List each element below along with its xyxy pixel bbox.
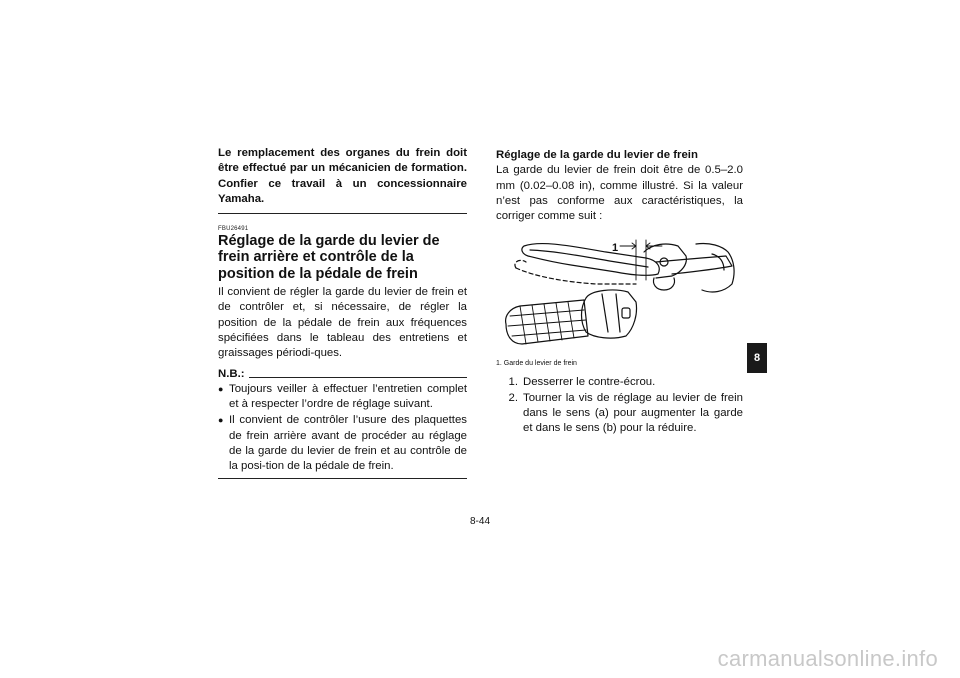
note-text: Il convient de contrôler l’usure des plaquettes de frein arrière avant de procéder au réglage de la garde du levier de frein et au contrôle de la posi-tion de la pédale de frein. [229,414,467,473]
watermark: carmanualsonline.info [717,646,938,671]
step-item [496,375,743,390]
lever-outline [522,244,659,276]
switch-housing [582,290,637,338]
nb-label: N.B.: [218,367,245,380]
step-text: Desserrer le contre-écrou. [523,376,656,389]
warning-text: Le remplacement des organes du frein doit être effectué par un mécanicien de formation. Confier ce travail à un concessionnaire Yamaha. [218,147,467,206]
right-column [496,148,743,437]
step-text: Tourner la vis de réglage au levier de frein dans le sens (a) pour augmenter la garde et dans le sens (b) pour la réduire. [523,391,743,435]
intro-paragraph: Il convient de régler la garde du levier de frein et de contrôler et, si nécessaire, de régler la position de la pédale de frein aux fréquences spécifiées dans le tableau des entretiens et graissages périodi-ques. [218,286,467,360]
nb-header [218,367,467,381]
lever-travel-dashed [516,268,636,284]
warning-divider [218,213,467,214]
bullet-icon: ● [218,383,224,394]
lock-nut [653,278,674,290]
step-item [496,391,743,437]
page-number: 8-44 [469,516,490,527]
subsection-heading: Réglage de la garde du levier de frein [496,149,698,161]
lever-paragraph: La garde du levier de frein doit être de 0.5–2.0 mm (0.02–0.08 in), comme illustré. Si la valeur n’est pas conforme aux caractéristiques, la corriger comme suit : [496,164,743,223]
note-text: Toujours veiller à effectuer l’entretien complet et à respecter l’ordre de réglage suivant. [229,382,467,410]
gap-arrow-left [620,243,636,249]
section-title: Réglage de la garde du levier de frein arrière et contrôle de la position de la pédale de frein [218,232,440,282]
nb-divider [249,377,467,378]
note-item [218,382,467,413]
figure-caption: 1. Garde du levier de frein [496,360,577,368]
switch-button [622,308,630,318]
brake-lever-illustration [496,232,744,352]
step-number: 1. [508,376,518,389]
bullet-icon: ● [218,415,224,426]
step-number: 2. [508,391,518,404]
lever-crease [530,250,648,267]
hand-outline [696,244,734,293]
left-column [218,146,467,479]
section-code: FBU26491 [218,225,249,232]
figure-callout-1: 1 [612,242,619,255]
note-item [218,413,467,474]
nb-end-divider [218,478,467,479]
chapter-tab: 8 [747,343,767,373]
